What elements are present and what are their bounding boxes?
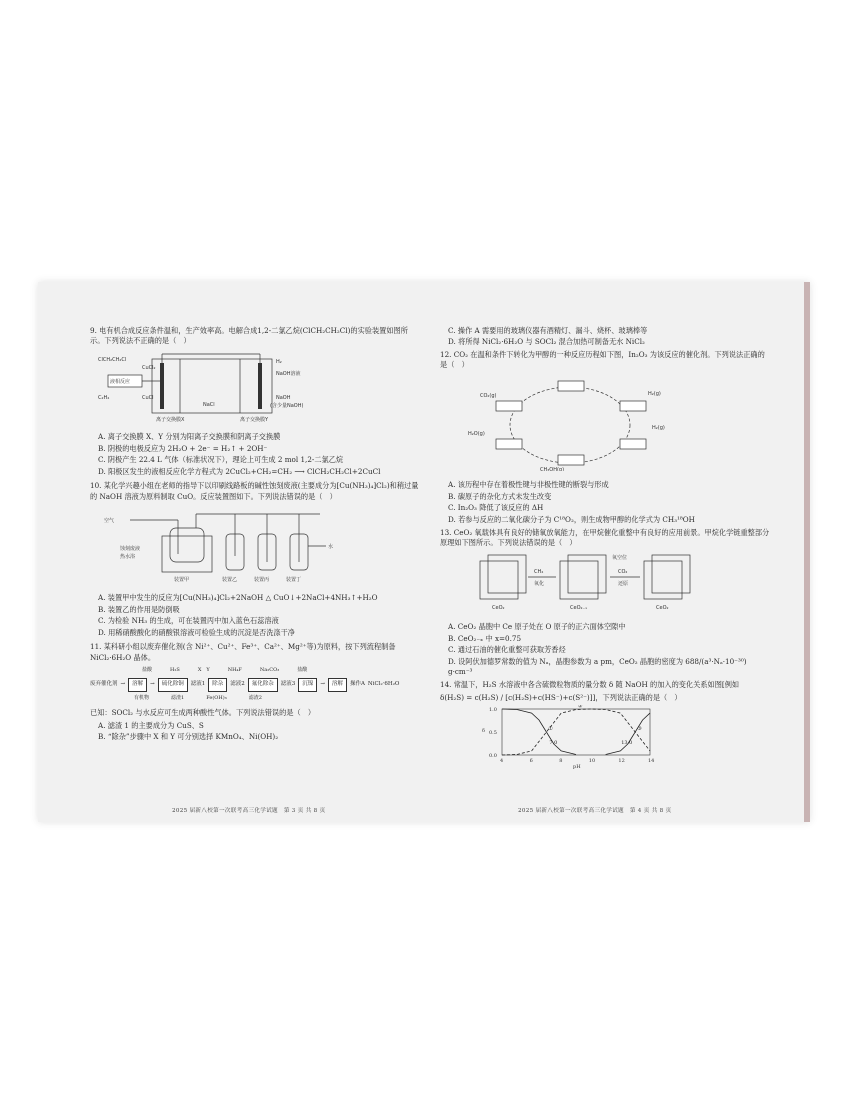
x-tick-label: 8	[559, 758, 563, 765]
annotation-7: 7.0	[549, 740, 558, 747]
fig-label-ch3oh: CH₃OH(g)	[540, 466, 565, 471]
q12-option-b: B. 碳原子的杂化方式未发生改变	[448, 491, 552, 501]
flow-top-xy: X Y	[197, 667, 210, 673]
q9-option-b: B. 阴极的电极反应为 2H₂O + 2e⁻ = H₂↑ + 2OH⁻	[98, 443, 268, 453]
footer-page-4: 2025 届新八校第一次联考高三化学试题 第 4 页 共 8 页	[518, 808, 672, 814]
x-tick-label: 14	[648, 758, 655, 765]
x-tick-label: 6	[529, 758, 533, 765]
q11-option-a: A. 滤渣 1 的主要成分为 CuS、S	[98, 720, 204, 730]
fig-label-naoh-sol: NaOH溶液	[276, 370, 301, 377]
fig-label-nacl: NaCl	[203, 401, 215, 408]
flow-top-h2s: H₂S	[170, 667, 180, 673]
q12-stem: 12. CO₂ 在温和条件下转化为甲醇的一种反应历程如下图，In₂O₃ 为该反应的催化剂。下列说法正确的是（ ）	[440, 349, 765, 370]
x-tick-label: 12	[618, 758, 625, 765]
right-page	[440, 326, 770, 773]
fig-label-co2-13: CO₂	[618, 568, 628, 575]
flow-filtrate1: 滤液1	[190, 681, 206, 688]
left-page	[90, 326, 420, 744]
series-label: ③	[637, 726, 642, 733]
flow-dissolve: 溶解	[128, 678, 147, 692]
flow-bottom-residue2: 滤渣2	[248, 695, 262, 702]
fig-label-h2o: H₂O(g)	[468, 430, 485, 437]
series-line-2	[502, 709, 650, 755]
q10-option-a: A. 装置甲中发生的反应为[Cu(NH₃)₄]Cl₂+2NaOH △ CuO↓+2NaCl+4NH₃↑+H₂O	[98, 593, 378, 603]
fig-label-cucl: CuCl	[142, 394, 154, 401]
flow-top-nh4f: NH₄F	[227, 667, 242, 673]
fig-label-membrane-y: 离子交换膜Y	[240, 416, 269, 423]
q14-distribution-chart	[480, 705, 660, 769]
fig-label-h2-top: H₂(g)	[648, 390, 661, 397]
flow-precip-ni: 沉镍	[298, 678, 317, 692]
flow-redissolve: 溶解	[328, 678, 347, 692]
y-tick-label: 0.0	[489, 753, 497, 760]
q13-option-c: C. 通过石油的催化重整可获取芳香烃	[448, 645, 566, 655]
flow-bottom-feoh3: Fe(OH)₃	[206, 695, 227, 702]
q12-option-c: C. In₂O₃ 降低了该反应的 ΔH	[448, 503, 544, 513]
flow-fluoride: 氟化除杂	[248, 678, 278, 692]
q10-option-d: D. 用稀硝酸酸化的硝酸银溶液可检验生成的沉淀是否洗涤干净	[98, 627, 295, 637]
flow-impurity: 除杂	[208, 678, 227, 692]
q13-option-d: D. 设阿伏加德罗常数的值为 Nₐ，晶胞参数为 a pm，CeO₂ 晶胞的密度为 688/(a³·Nₐ·10⁻³⁰) g·cm⁻³	[448, 656, 747, 676]
fig-label-ch4: CH₄	[534, 568, 544, 575]
flow-top-hcl2: 盐酸	[297, 667, 308, 673]
flow-top-hcl: 盐酸	[142, 667, 153, 673]
fig-label-ding: 装置丁	[286, 576, 302, 583]
q9-option-c: C. 阴极产生 22.4 L 气体（标准状况下），理论上可生成 2 mol 1,2-二氯乙烷	[98, 455, 344, 465]
flow-raw: 废弃催化剂	[90, 681, 118, 688]
x-tick-label: 10	[588, 758, 596, 765]
series-line-1	[502, 709, 576, 755]
q12-option-a: A. 该历程中存在着极性键与非极性键的断裂与形成	[448, 480, 609, 490]
flow-product: NiCl₂·6H₂O	[367, 681, 400, 688]
q11-option-c: C. 操作 A 需要用的玻璃仪器有酒精灯、漏斗、烧杯、玻璃棒等	[448, 326, 648, 335]
fig-label-product: ClCH₂CH₂Cl	[98, 356, 127, 363]
q13-option-a: A. CeO₂ 晶胞中 Ce 原子处在 O 原子的正六面体空隙中	[448, 622, 626, 632]
q14-formula: δ(H₂S) = c(H₂S) / [c(H₂S)+c(HS⁻)+c(S²⁻)]]，下列说法正确的是（ ）	[440, 692, 682, 702]
q9-electrolysis-figure	[90, 351, 420, 426]
q9-stem: 9. 电有机合成反应条件温和，生产效率高。电解合成1,2-二氯乙烷(ClCH₂CH₂Cl)的实验装置如图所示。下列说法不正确的是（ ）	[90, 326, 408, 346]
q10-option-b: B. 装置乙的作用是防倒吸	[98, 604, 180, 614]
flow-filtrate2: 滤液2	[230, 681, 245, 688]
fig-label-h2: H₂	[276, 358, 282, 365]
flow-filtrate3: 滤液3	[280, 681, 296, 688]
q10-option-c: C. 为检验 NH₃ 的生成，可在装置丙中加入蓝色石蕊溶液	[98, 616, 279, 626]
flow-bottom-residue1: 滤渣1	[171, 695, 185, 702]
fig-label-bath: 热水浴	[120, 553, 136, 560]
fig-label-co2: CO₂(g)	[480, 392, 497, 399]
q9-option-a: A. 离子交换膜 X、Y 分别为阳离子交换膜和阴离子交换膜	[98, 432, 281, 442]
fig-label-water: 水	[328, 543, 334, 550]
q13-option-b: B. CeO₂₋ₓ 中 x=0.75	[448, 633, 522, 643]
fig-label-vacancy: 氧空位	[612, 554, 628, 561]
footer-page-3: 2025 届新八校第一次联考高三化学试题 第 3 页 共 8 页	[172, 808, 326, 814]
flow-steps: 废弃催化剂 → 溶解 → 硫化除铜 滤液1 除杂 滤液2 氟化除杂 滤液3 沉镍 → 溶解 操作A NiCl₂·6H₂O	[90, 678, 420, 692]
fig-label-air: 空气	[104, 517, 115, 524]
fig-label-jia: 装置甲	[174, 576, 190, 583]
fig-label-bing: 装置丙	[254, 576, 270, 583]
fig-label-oxidize: 氧化	[534, 580, 545, 587]
fig-label-yi: 装置乙	[222, 576, 238, 583]
x-axis-label: pH	[573, 764, 581, 770]
q11-stem: 11. 某科研小组以废弃催化剂(含 Ni²⁺、Cu²⁺、Fe³⁺、Ca²⁺、Mg²⁺等)为原料，按下列流程制备 NiCl₂·6H₂O 晶体。	[90, 642, 396, 662]
q9-option-d: D. 阳极区发生的液相反应化学方程式为 2CuCl₂+CH₂=CH₂ ⟶ ClCH₂CH₂Cl+2CuCl	[98, 466, 381, 476]
q13-crystal-figure	[440, 553, 770, 616]
q10-stem: 10. 某化学兴趣小组在老师的指导下以印刷线路板的碱性蚀刻废液(主要成分为[Cu(NH₃)₄]Cl₂)和稍过量的 NaOH 溶液为原料制取 CuO。反应装置图如下。下列说法错误的是（ ）	[90, 481, 419, 501]
page-edge-shadow	[804, 282, 810, 822]
annotation-13: 13.0	[621, 740, 633, 747]
flow-op-a: 操作A	[349, 681, 365, 688]
fig-label-membrane-x: 离子交换膜X	[156, 416, 185, 423]
y-axis-label: δ	[482, 728, 486, 735]
series-label: ②	[578, 705, 583, 710]
fig-label-ceo2-x: CeO₂₋ₓ	[570, 604, 588, 611]
q14-stem: 14. 常温下，H₂S 水溶液中各含硫微粒物质的量分数 δ 随 NaOH 的加入的变化关系如图[例如	[440, 680, 740, 690]
q11-flowchart	[90, 667, 420, 702]
q11-option-d: D. 将所得 NiCl₂·6H₂O 与 SOCl₂ 混合加热可制备无水 NiCl₂	[448, 337, 645, 347]
series-line-3	[606, 713, 650, 754]
q12-catalytic-cycle-figure	[440, 375, 770, 474]
series-label: ①	[548, 726, 553, 733]
x-tick-label: 4	[500, 758, 504, 765]
fig-label-waste: 蚀刻废液	[120, 545, 141, 552]
flow-sulfide: 硫化除铜	[158, 678, 188, 692]
fig-label-cucl2: CuCl₂	[142, 364, 156, 371]
flow-top-na2co3: Na₂CO₃	[259, 667, 280, 673]
q11-option-b: B. “除杂”步骤中 X 和 Y 可分别选择 KMnO₄、Ni(OH)₂	[98, 732, 279, 742]
y-tick-label: 1.0	[489, 707, 497, 714]
fig-label-ceo2-right: CeO₂	[656, 604, 669, 611]
fig-label-ceo2-left: CeO₂	[492, 604, 505, 611]
fig-label-liquid: 液相反应	[110, 378, 131, 385]
fig-label-h2-right: H₂(g)	[652, 424, 665, 431]
q11-note: 已知：SOCl₂ 与水反应可生成两种酸性气体。下列说法错误的是（ ）	[90, 708, 316, 718]
plot-frame	[502, 709, 650, 755]
q13-stem: 13. CeO₂ 氧载体具有良好的储氧放氧能力，在甲烷催化重整中有良好的应用前景。甲烷化学链重整部分原理如下图所示。下列说法错误的是（ ）	[440, 527, 770, 548]
fig-label-naoh: NaOH	[276, 394, 291, 401]
fig-label-c2h4: C₂H₄	[98, 394, 110, 401]
fig-label-naoh-note: (含少量NaOH)	[270, 402, 304, 409]
fig-label-reduce: 还原	[618, 580, 629, 587]
q12-option-d: D. 若参与反应的二氧化碳分子为 C¹⁸O₂，则生成物甲醇的化学式为 CH₃¹⁸OH	[448, 514, 695, 524]
flow-bottom-organic: 有机物	[134, 695, 150, 702]
q10-apparatus-figure	[90, 506, 420, 587]
y-tick-label: 0.5	[489, 730, 497, 737]
